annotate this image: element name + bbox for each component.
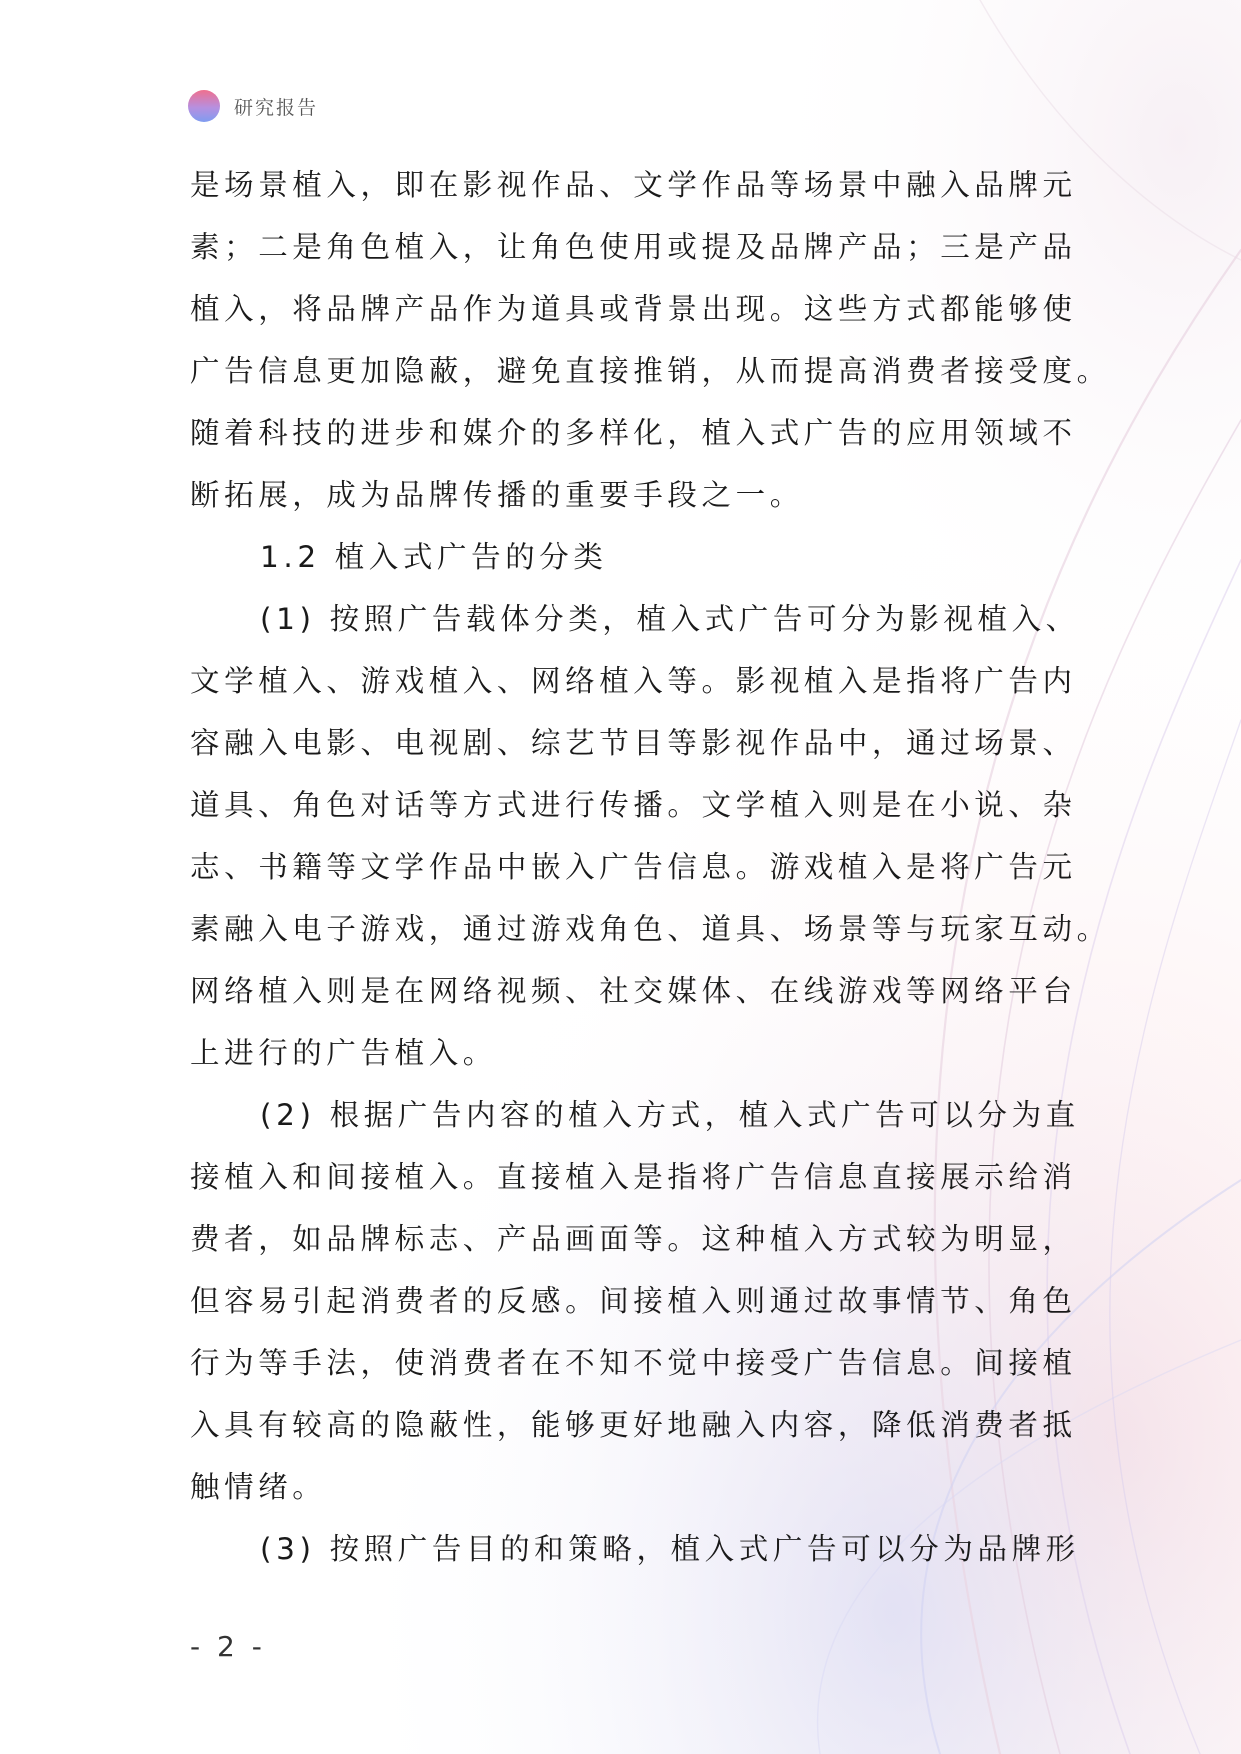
text-line: 素；二是角色植入，让角色使用或提及品牌产品；三是产品: [190, 230, 1077, 264]
section-heading: [190, 526, 1070, 588]
paragraph-2: [190, 588, 1111, 1084]
text-line: 行为等手法，使消费者在不知不觉中接受广告信息。间接植: [190, 1346, 1077, 1380]
paragraph-3: [190, 1084, 1080, 1518]
paragraph-4: [190, 1518, 1080, 1580]
text-line: 植入，将品牌产品作为道具或背景出现。这些方式都能够使: [190, 292, 1077, 326]
text-line: 触情绪。: [190, 1470, 327, 1504]
text-line: 网络植入则是在网络视频、社交媒体、在线游戏等网络平台: [190, 974, 1077, 1008]
document-body: [190, 154, 1111, 1580]
report-logo-icon: [188, 90, 220, 122]
text-line: (2) 根据广告内容的植入方式，植入式广告可以分为直: [260, 1098, 1080, 1132]
text-line: 随着科技的进步和媒介的多样化，植入式广告的应用领域不: [190, 416, 1077, 450]
text-line: 接植入和间接植入。直接植入是指将广告信息直接展示给消: [190, 1160, 1077, 1194]
text-line: 志、书籍等文学作品中嵌入广告信息。游戏植入是将广告元: [190, 850, 1077, 884]
header-title: 研究报告: [234, 96, 319, 119]
text-line: 文学植入、游戏植入、网络植入等。影视植入是指将广告内: [190, 664, 1077, 698]
text-line: 但容易引起消费者的反感。间接植入则通过故事情节、角色: [190, 1284, 1077, 1318]
heading-line: 1.2 植入式广告的分类: [260, 540, 608, 574]
text-line: 是场景植入，即在影视作品、文学作品等场景中融入品牌元: [190, 168, 1077, 202]
page-number: - 2 -: [190, 1630, 266, 1663]
text-line: 断拓展，成为品牌传播的重要手段之一。: [190, 478, 804, 512]
text-line: 素融入电子游戏，通过游戏角色、道具、场景等与玩家互动。: [190, 912, 1111, 946]
page-header: [188, 88, 318, 124]
text-line: 入具有较高的隐蔽性，能够更好地融入内容，降低消费者抵: [190, 1408, 1077, 1442]
paragraph-1: [190, 154, 1111, 526]
text-line: 上进行的广告植入。: [190, 1036, 497, 1070]
text-line: 容融入电影、电视剧、综艺节目等影视作品中，通过场景、: [190, 726, 1077, 760]
text-line: (1) 按照广告载体分类，植入式广告可分为影视植入、: [260, 602, 1080, 636]
text-line: 费者，如品牌标志、产品画面等。这种植入方式较为明显，: [190, 1222, 1077, 1256]
text-line: 广告信息更加隐蔽，避免直接推销，从而提高消费者接受度。: [190, 354, 1111, 388]
text-line: (3) 按照广告目的和策略，植入式广告可以分为品牌形: [260, 1532, 1080, 1566]
text-line: 道具、角色对话等方式进行传播。文学植入则是在小说、杂: [190, 788, 1077, 822]
